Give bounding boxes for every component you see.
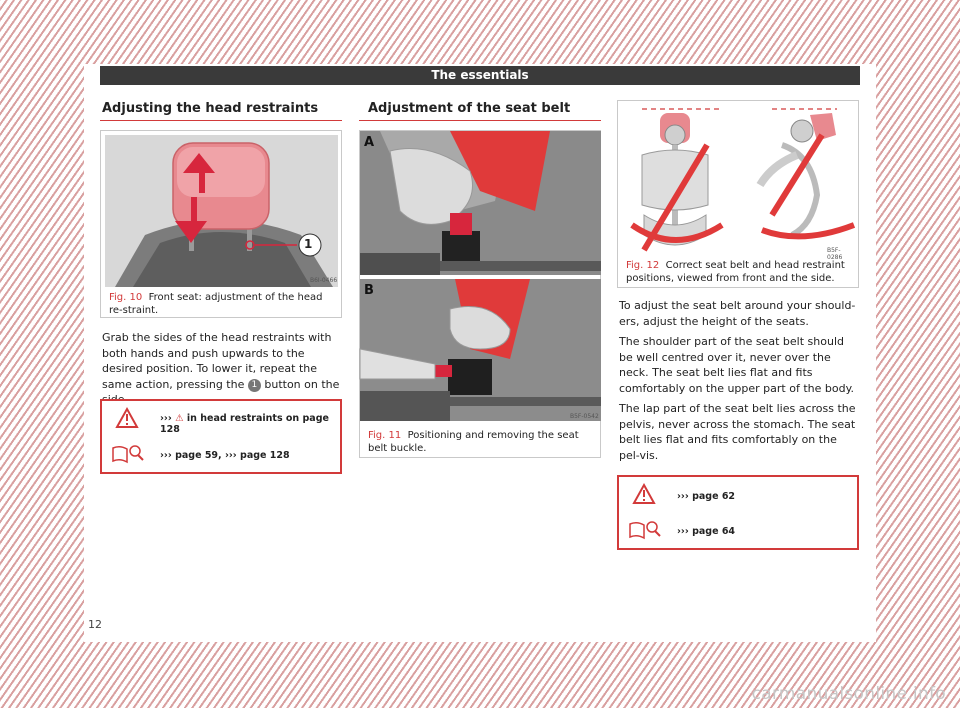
warning-reference[interactable] [160,413,340,435]
inline-warning-icon: ⚠ [175,413,184,424]
figure-caption-text: Correct seat belt and head restraint positions, viewed from front and the side. [626,260,845,284]
warning-reference[interactable] [677,491,735,502]
book-ref-text: page 64 [692,526,736,537]
paragraph: The lap part of the seat belt lies across the pelvis, never across the stomach. The seat belt lies flat and fits comfortably on the pel-vis. [619,402,856,462]
warning-triangle-icon [116,408,138,428]
warning-ref-text: in head restraints on page 128 [160,413,329,435]
seat-belt-instructions [619,298,859,468]
figure-11 [359,130,601,458]
panel-label-a: A [364,135,375,150]
warning-triangle-icon [633,484,655,504]
ref-arrows: ››› [160,413,172,424]
book-ref-text-2: page 128 [240,450,290,461]
book-ref-text: page 59, [175,450,222,461]
manual-book-icon [629,520,661,540]
head-restraint-illustration [105,135,338,287]
figure-label: Fig. 12 [626,260,660,271]
ref-arrows: ››› [677,491,689,502]
section-title-seat-belt: Adjustment of the seat belt [368,101,571,116]
seat-belt-position-illustration [622,105,855,261]
page-number: 12 [88,618,102,631]
buckle-insert-illustration [360,131,601,275]
manual-book-icon [112,444,144,464]
figure-caption-text: Front seat: adjustment of the head re-straint. [109,292,323,316]
figure-code: B6I-0466 [310,277,338,284]
figure-10 [100,130,342,318]
warning-ref-text: page 62 [692,491,736,502]
panel-label-b: B [364,283,374,298]
buckle-release-illustration [360,279,601,421]
body-text-end: button on the [264,377,340,391]
section-rule [359,120,601,121]
figure-code: B5F-0542 [570,413,599,420]
warning-box [617,475,859,550]
manual-reference[interactable] [160,450,290,461]
ref-arrows: ››› [677,526,689,537]
figure-caption [626,259,852,285]
manual-reference[interactable] [677,526,735,537]
callout-1: 1 [304,237,313,251]
figure-caption [368,429,594,455]
head-restraint-instructions [102,330,342,408]
body-text-start: Grab the sides of the head restraints with both hands and push upwards to the desired position. To lower it, repeat the same action, pressing the [102,331,332,391]
figure-code: B5F-0286 [827,247,843,261]
ref-arrows: ››› [224,450,237,461]
chapter-header: The essentials [100,66,860,85]
figure-label: Fig. 11 [368,430,402,441]
figure-12 [617,100,859,288]
figure-caption [109,291,335,317]
ref-arrows: ››› [160,450,172,461]
figure-label: Fig. 10 [109,292,143,303]
paragraph: The shoulder part of the seat belt should be well centred over it, never over the neck. The seat belt lies flat and fits comfortably on the upper part of the body. [619,335,855,395]
figure-caption-text: Positioning and removing the seat belt buckle. [368,430,579,454]
paragraph: To adjust the seat belt around your should-ers, adjust the height of the seats. [619,299,856,328]
watermark: carmanualsonline.info [751,684,946,704]
section-rule [100,120,342,121]
warning-box [100,399,342,474]
button-number-badge: 1 [248,379,261,392]
section-title-head-restraints: Adjusting the head restraints [102,101,319,116]
